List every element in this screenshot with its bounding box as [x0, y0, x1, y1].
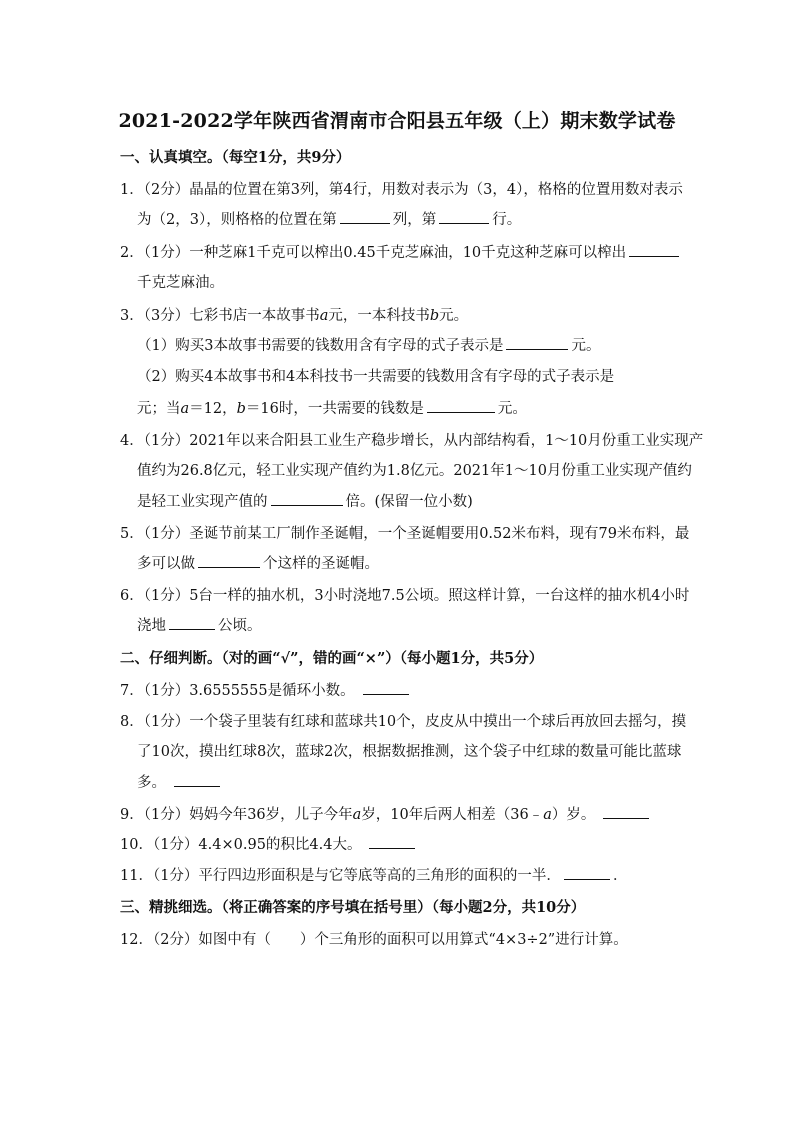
q1-blank-column[interactable]	[340, 211, 390, 224]
q9-line1: 9．（1分）妈妈今年36岁，儿子今年a岁，10年后两人相差（36﹣a）岁。	[120, 803, 652, 824]
q11-blank[interactable]	[564, 867, 610, 880]
q5-blank[interactable]	[198, 555, 260, 568]
q7-line1: 7．（1分）3.6555555是循环小数。	[120, 679, 412, 700]
q4-line1: 4．（1分）2021年以来合阳县工业生产稳步增长，从内部结构看，1～10月份重工业实现产	[120, 433, 704, 449]
q8-line2: 了10次，摸出红球8次，蓝球2次，根据数据推测，这个袋子中红球的数量可能比蓝球	[137, 744, 682, 760]
section-1-heading: 一、认真填空。（每空1分，共9分）	[120, 149, 351, 166]
q3-line1: 3．（3分）七彩书店一本故事书a元，一本科技书b元。	[120, 308, 469, 324]
q8-blank[interactable]	[174, 774, 220, 787]
q1-line1: 1．（2分）晶晶的位置在第3列，第4行，用数对表示为（3，4），格格的位置用数对表示	[120, 182, 683, 198]
q2-blank[interactable]	[629, 244, 679, 257]
section-3-heading: 三、精挑细选。（将正确答案的序号填在括号里）（每小题2分，共10分）	[120, 899, 586, 916]
q2-line1: 2．（1分）一种芝麻1千克可以榨出0.45千克芝麻油，10千克这种芝麻可以榨出	[120, 241, 682, 262]
q3-blank-1[interactable]	[506, 337, 568, 350]
q1-line2: 为（2，3），则格格的位置在第 列，第 行。	[137, 212, 522, 228]
q3-line2: （1）购买3本故事书需要的钱数用含有字母的式子表示是 元。	[137, 338, 601, 354]
q8-line1: 8．（1分）一个袋子里装有红球和蓝球共10个，皮皮从中摸出一个球后再放回去摇匀，摸	[120, 714, 687, 730]
exam-title: 2021-2022学年陕西省渭南市合阳县五年级（上）期末数学试卷	[118, 110, 676, 132]
q7-blank[interactable]	[363, 682, 409, 695]
q12-line1: 12．（2分）如图中有（ ）个三角形的面积可以用算式“4×3÷2”进行计算。	[120, 932, 628, 948]
q10-blank[interactable]	[369, 836, 415, 849]
q6-line2: 浇地 公顷。	[137, 618, 262, 634]
q6-blank[interactable]	[169, 617, 215, 630]
q3-blank-2[interactable]	[427, 400, 495, 413]
q11-line1: 11．（1分）平行四边形面积是与它等底等高的三角形的面积的一半． ．	[120, 868, 628, 884]
q5-line1: 5．（1分）圣诞节前某工厂制作圣诞帽，一个圣诞帽要用0.52米布料，现有79米布料，最	[120, 526, 690, 542]
q4-line2: 值约为26.8亿元，轻工业实现产值约为1.8亿元。2021年1～10月份重工业实现产值约	[137, 463, 692, 479]
q8-line3: 多。	[137, 771, 223, 792]
q5-line2: 多可以做 个这样的圣诞帽。	[137, 556, 379, 572]
section-2-heading: 二、仔细判断。（对的画“√”，错的画“×”）（每小题1分，共5分）	[120, 650, 544, 667]
q10-line1: 10．（1分）4.4×0.95的积比4.4大。	[120, 833, 418, 854]
q6-line1: 6．（1分）5台一样的抽水机，3小时浇地7.5公顷。照这样计算，一台这样的抽水机4小时	[120, 588, 690, 604]
q3-line3: （2）购买4本故事书和4本科技书一共需要的钱数用含有字母的式子表示是	[137, 369, 615, 385]
q3-line4: 元；当a＝12，b＝16时，一共需要的钱数是 元。	[137, 401, 527, 417]
q1-blank-row[interactable]	[439, 211, 489, 224]
q9-blank[interactable]	[603, 806, 649, 819]
q4-line3: 是轻工业实现产值的 倍。(保留一位小数)	[137, 494, 473, 510]
q4-blank[interactable]	[271, 493, 343, 506]
q2-line2: 千克芝麻油。	[137, 275, 224, 291]
